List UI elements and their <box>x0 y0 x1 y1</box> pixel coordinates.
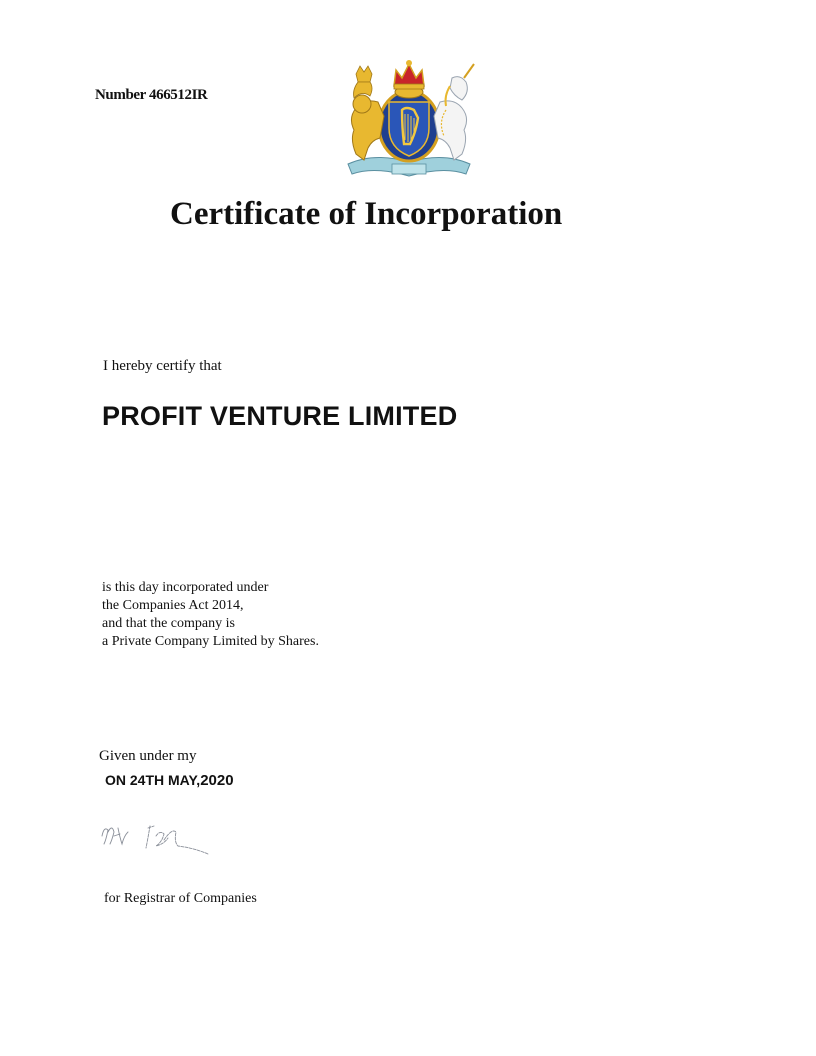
certify-statement: I hereby certify that <box>103 358 222 374</box>
certificate-number: Number 466512IR <box>95 87 208 103</box>
signature-icon <box>98 818 216 858</box>
incorporation-line: and that the company is <box>102 616 235 631</box>
company-name: PROFIT VENTURE LIMITED <box>102 401 458 431</box>
incorporation-line: the Companies Act 2014, <box>102 598 244 613</box>
given-under-line: Given under my <box>99 748 197 764</box>
certificate-title: Certificate of Incorporation <box>170 196 563 232</box>
incorporation-line: is this day incorporated under <box>102 580 269 595</box>
incorporation-line: a Private Company Limited by Shares. <box>102 634 319 649</box>
coat-of-arms-icon <box>334 56 484 180</box>
incorporation-statement <box>102 579 319 651</box>
registrar-caption: for Registrar of Companies <box>104 891 257 906</box>
issue-date-prefix: ON 24TH MAY, <box>105 772 201 788</box>
issue-date-year: 2020 <box>200 772 234 789</box>
issue-date <box>105 772 234 789</box>
